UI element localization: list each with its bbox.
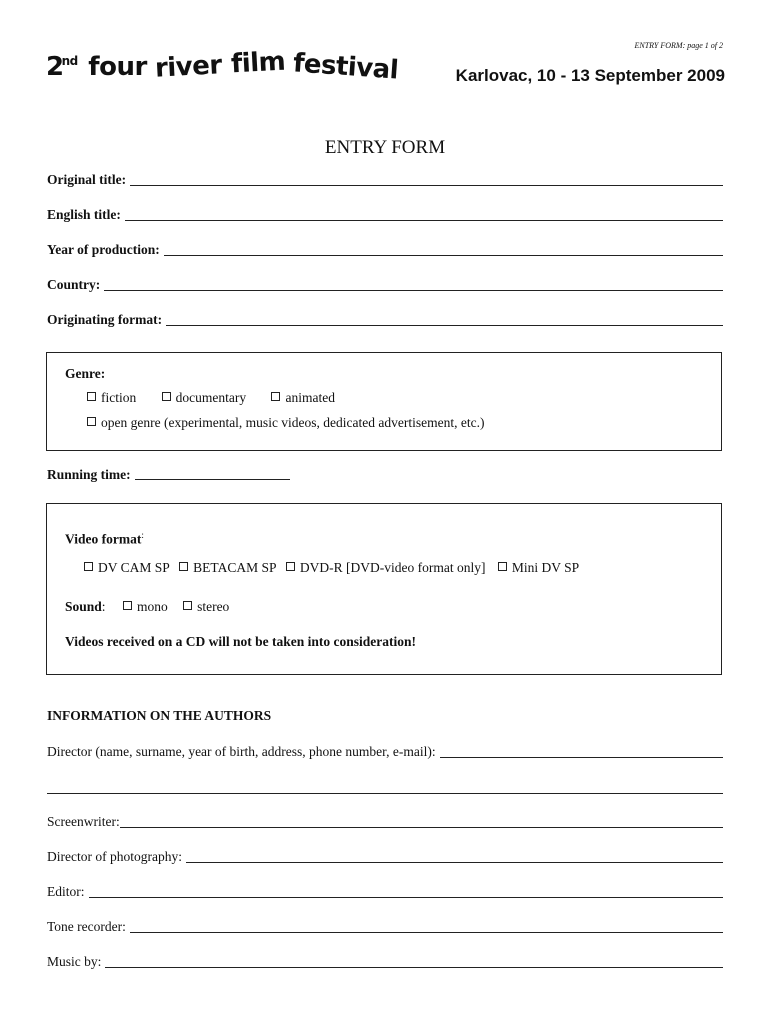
checkbox-icon[interactable] — [183, 601, 192, 610]
sound-option-mono[interactable]: mono — [123, 599, 168, 614]
sound-row: Sound: mono stereo — [65, 599, 230, 614]
tone-row — [47, 919, 723, 935]
logo-word-film: film — [229, 46, 286, 80]
format-option-betacam[interactable]: BETACAM SP — [179, 560, 276, 575]
music-row — [47, 954, 723, 970]
country-row — [47, 277, 723, 293]
checkbox-icon[interactable] — [87, 392, 96, 401]
genre-label: Genre: — [65, 366, 106, 381]
director-row — [47, 744, 723, 760]
logo-ordinal: 2 — [46, 52, 64, 82]
checkbox-icon[interactable] — [162, 392, 171, 401]
music-label: Music by: — [47, 954, 102, 969]
video-box — [46, 503, 722, 675]
editor-label: Editor: — [47, 884, 85, 899]
logo-word-river: river — [154, 50, 223, 84]
director-field-continued[interactable] — [47, 793, 723, 794]
year-row — [47, 242, 723, 258]
video-format-options — [84, 560, 579, 576]
running-time-field[interactable] — [135, 467, 290, 480]
country-label: Country: — [47, 277, 101, 292]
format-option-dvcam[interactable]: DV CAM SP — [84, 560, 170, 575]
checkbox-icon[interactable] — [84, 562, 93, 571]
screenwriter-label: Screenwriter: — [47, 814, 120, 829]
checkbox-icon[interactable] — [271, 392, 280, 401]
genre-option-fiction[interactable]: fiction — [87, 390, 136, 405]
genre-option-open[interactable]: open genre (experimental, music videos, dedicated advertisement, etc.) — [87, 415, 484, 431]
photography-field[interactable] — [186, 850, 723, 863]
checkbox-icon[interactable] — [179, 562, 188, 571]
checkbox-icon[interactable] — [87, 417, 96, 426]
logo-ordinal-suffix: nd — [61, 54, 78, 68]
sound-option-stereo[interactable]: stereo — [183, 599, 229, 614]
checkbox-icon[interactable] — [286, 562, 295, 571]
english-title-field[interactable] — [125, 208, 723, 221]
screenwriter-row — [47, 814, 723, 830]
format-row — [47, 312, 723, 328]
video-format-label: Video format: — [65, 530, 144, 547]
original-title-field[interactable] — [130, 173, 723, 186]
original-title-label: Original title: — [47, 172, 127, 187]
director-field[interactable] — [440, 745, 723, 758]
screenwriter-field[interactable] — [120, 815, 723, 828]
authors-heading: INFORMATION ON THE AUTHORS — [47, 708, 272, 723]
photography-label: Director of photography: — [47, 849, 182, 864]
sound-label: Sound — [65, 599, 102, 614]
editor-row — [47, 884, 723, 900]
editor-field[interactable] — [89, 885, 724, 898]
genre-options — [87, 390, 357, 406]
form-title: ENTRY FORM — [324, 137, 446, 158]
event-location-date: Karlovac, 10 - 13 September 2009 — [455, 66, 725, 85]
english-title-label: English title: — [47, 207, 121, 222]
director-label: Director (name, surname, year of birth, address, phone number, e-mail): — [47, 744, 436, 759]
music-field[interactable] — [105, 955, 723, 968]
format-label: Originating format: — [47, 312, 163, 327]
photography-row — [47, 849, 723, 865]
logo-word-festival: festival — [292, 48, 400, 86]
original-title-row — [47, 172, 723, 188]
genre-box — [46, 352, 722, 451]
format-option-dvdr[interactable]: DVD-R [DVD-video format only] — [286, 560, 486, 575]
country-field[interactable] — [104, 278, 723, 291]
tone-label: Tone recorder: — [47, 919, 126, 934]
year-field[interactable] — [164, 243, 723, 256]
cd-warning: Videos received on a CD will not be taken into consideration! — [65, 634, 416, 649]
genre-option-animated[interactable]: animated — [271, 390, 334, 405]
format-option-minidv[interactable]: Mini DV SP — [498, 560, 579, 575]
running-time-label: Running time: — [47, 467, 131, 482]
tone-field[interactable] — [130, 920, 723, 933]
checkbox-icon[interactable] — [123, 601, 132, 610]
checkbox-icon[interactable] — [498, 562, 507, 571]
english-title-row — [47, 207, 723, 223]
page-number-note: ENTRY FORM: page 1 of 2 — [634, 41, 723, 50]
year-label: Year of production: — [47, 242, 160, 257]
genre-option-documentary[interactable]: documentary — [162, 390, 246, 405]
running-time-row — [47, 467, 290, 483]
festival-logo — [46, 46, 400, 86]
format-field[interactable] — [166, 313, 723, 326]
logo-word-four: four — [88, 52, 147, 82]
